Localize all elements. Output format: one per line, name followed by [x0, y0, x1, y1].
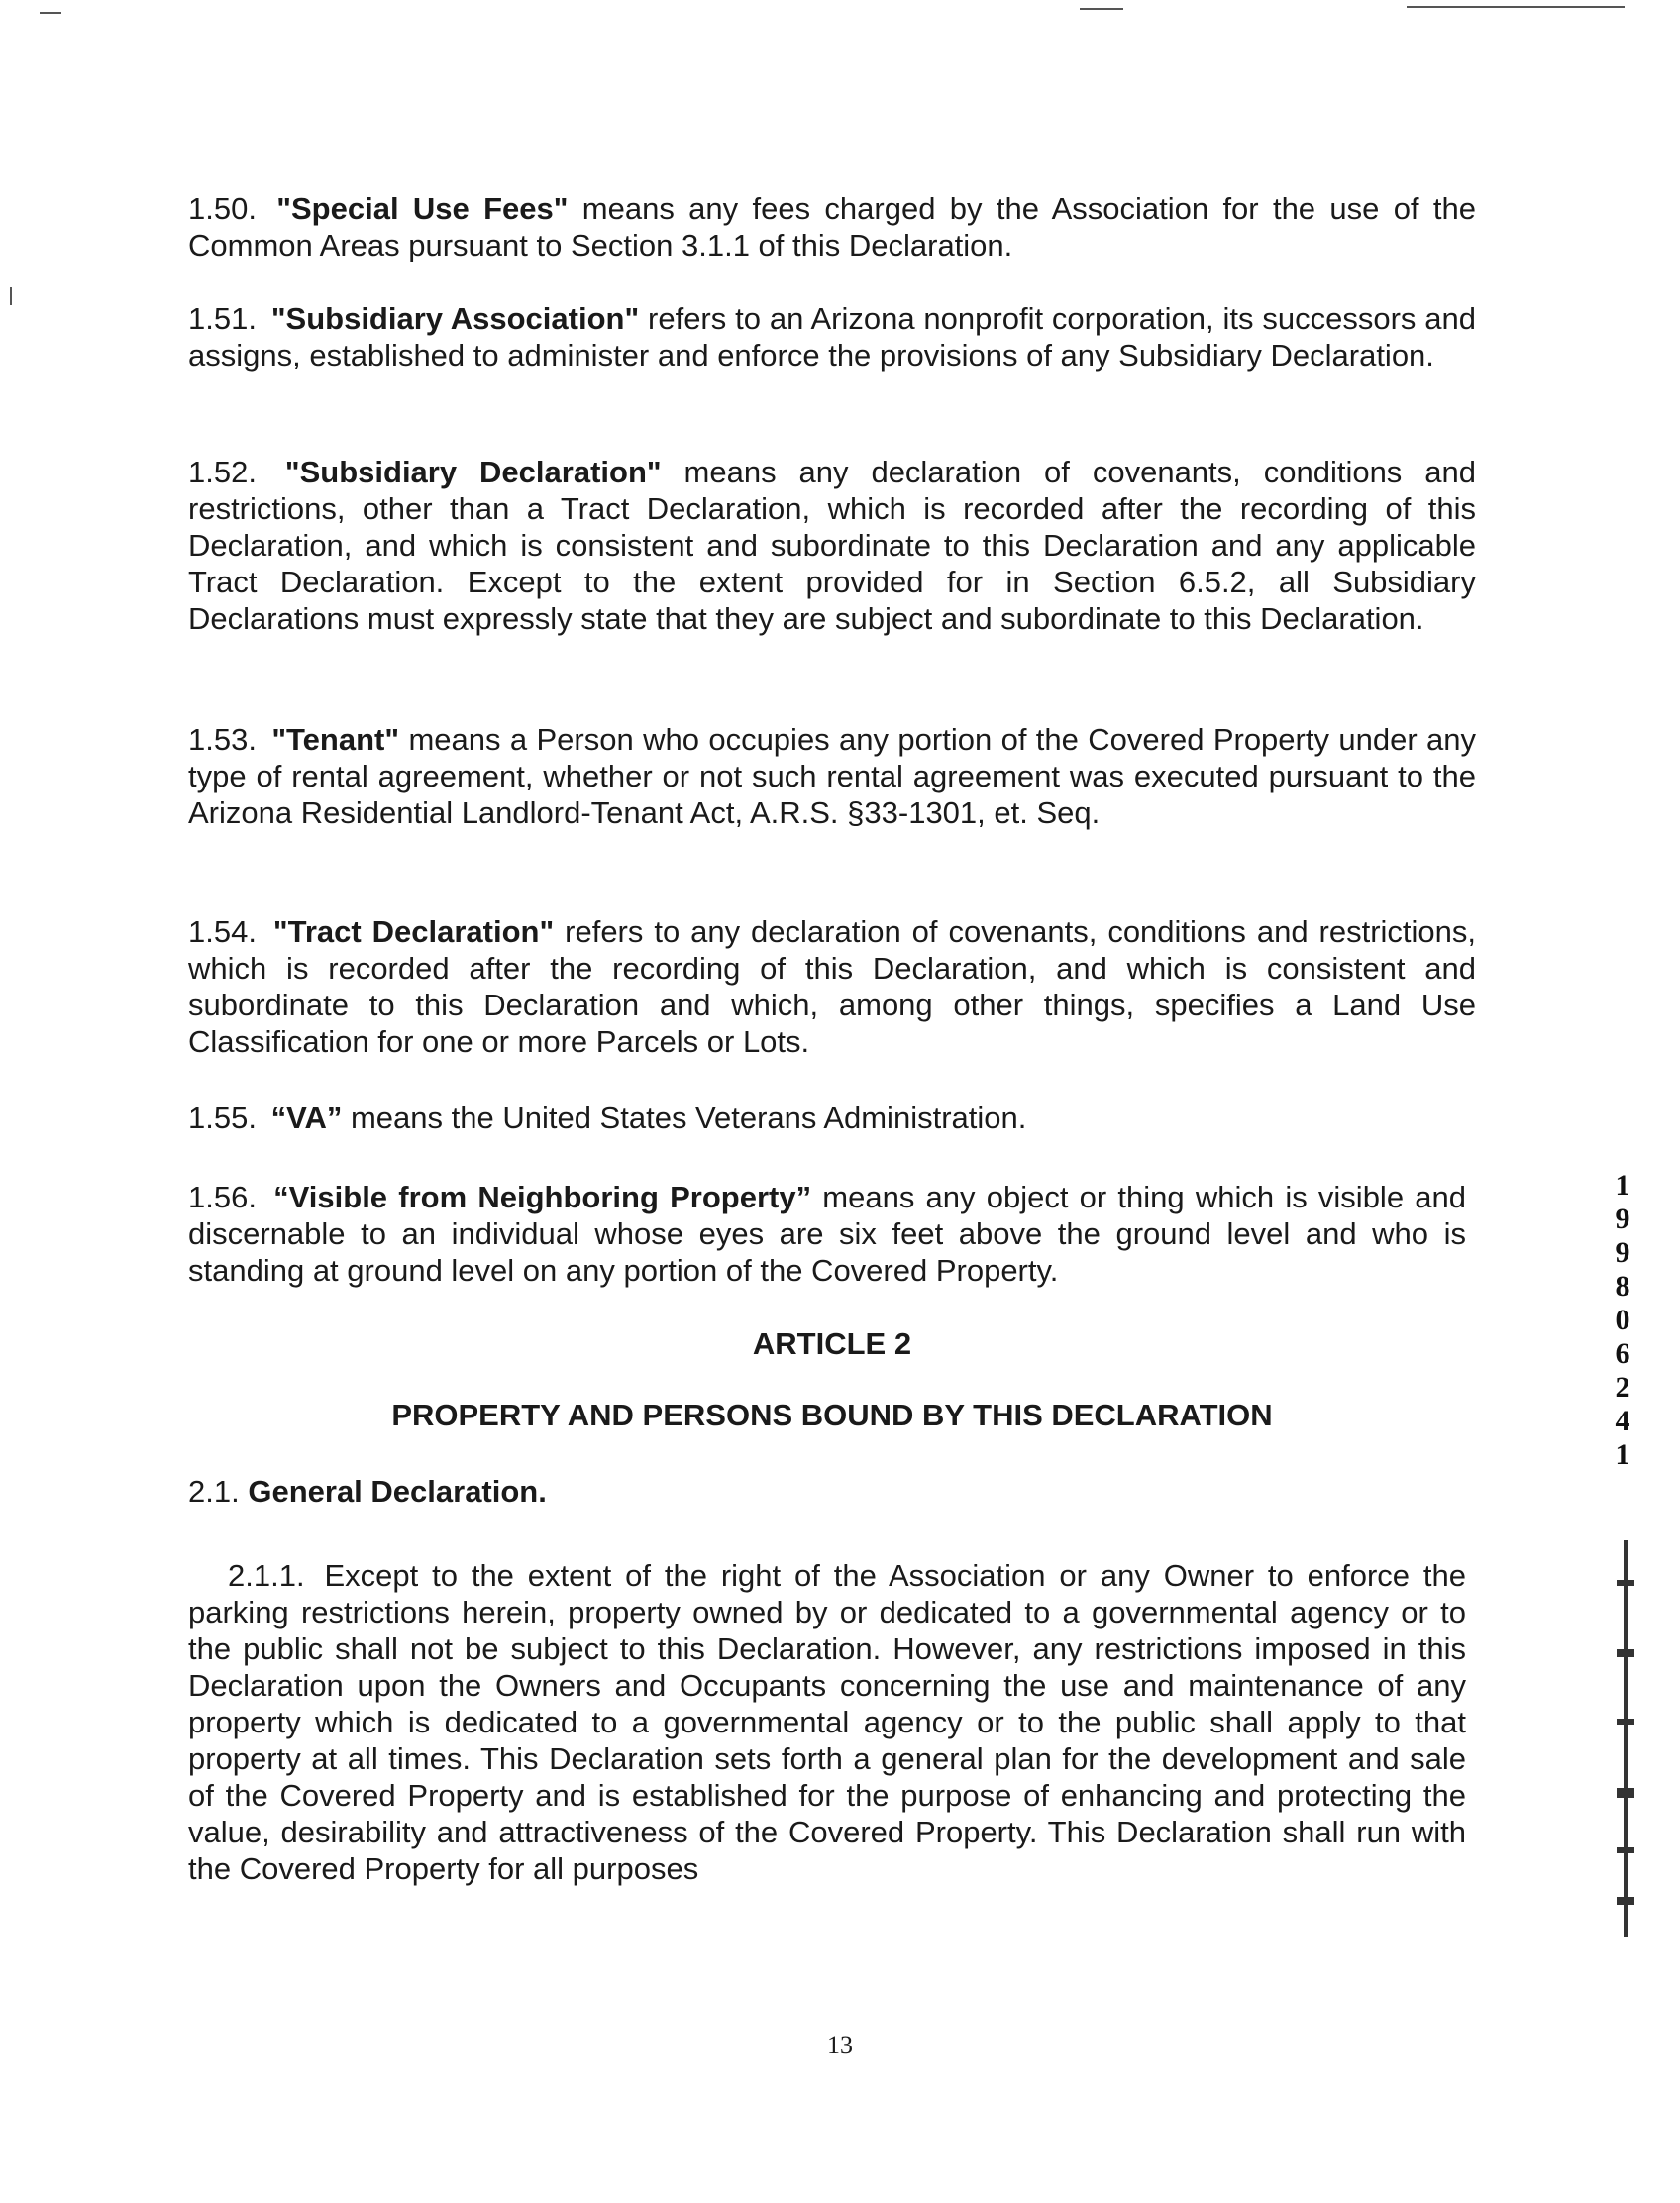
definition-number: 1.56.: [188, 1180, 257, 1214]
section-title: General Declaration.: [248, 1474, 547, 1509]
section-number: 2.1.: [188, 1474, 240, 1509]
definition-text: refers to an Arizona nonprofit corporation, its successors and assigns, established to administer and enforce the provisions of any Subsidiary Declaration.: [188, 301, 1476, 372]
barcode-tick: [1617, 1897, 1634, 1905]
definition-term: "Subsidiary Declaration": [284, 455, 662, 489]
barcode-tick: [1617, 1649, 1634, 1657]
definition-1-53: [188, 721, 1476, 831]
barcode-tick: [1617, 1847, 1634, 1853]
stamp-digit: 0: [1615, 1304, 1630, 1336]
definition-term: “Visible from Neighboring Property”: [273, 1180, 812, 1214]
scan-artifact-line: [40, 12, 61, 14]
scan-artifact-line: [10, 287, 12, 305]
stamp-digit: 2: [1615, 1371, 1630, 1404]
article-title: PROPERTY AND PERSONS BOUND BY THIS DECLARATION: [391, 1398, 1273, 1432]
scan-artifact-line: [1407, 6, 1625, 8]
definition-text: means any declaration of covenants, conditions and restrictions, other than a Tract Declaration, which is recorded after the recording of this Declaration, and which is consistent and subordinate to this Declaration and any applicable Tract Declaration. Except to the extent provided for in Section 6.5.2, all Subsidiary Declarations must expressly state that they are subject and subordinate to this Declaration.: [188, 455, 1476, 636]
definition-1-52: [188, 454, 1476, 637]
definition-term: "Tract Declaration": [272, 914, 555, 949]
barcode-tick: [1617, 1788, 1634, 1798]
definition-1-51: [188, 300, 1476, 373]
stamp-digit: 4: [1615, 1405, 1630, 1437]
definition-text: means the United States Veterans Administration.: [350, 1101, 1027, 1135]
definition-term: "Special Use Fees": [276, 191, 569, 226]
subsection-text: Except to the extent of the right of the Association or any Owner to enforce the parking restrictions herein, property owned by or dedicated to a governmental agency or to the public shall not be subject to this Declaration. However, any restrictions imposed in this Declaration upon the Owners and Occupants concerning the use and maintenance of any property which is dedicated to a governmental agency or to the public shall apply to that property at all times. This Declaration sets forth a general plan for the development and sale of the Covered Property and is established for the purpose of enhancing and protecting the value, desirability and attractiveness of the Covered Property. This Declaration shall run with the Covered Property for all purposes: [188, 1558, 1466, 1886]
definition-number: 1.52.: [188, 455, 257, 489]
definition-term: "Tenant": [271, 722, 400, 757]
definition-text: means any fees charged by the Association for the use of the Common Areas pursuant to Section 3.1.1 of this Declaration.: [188, 191, 1476, 262]
barcode-spine: [1624, 1540, 1628, 1937]
page-number: 13: [827, 2031, 853, 2059]
recording-stamp: [1605, 1169, 1640, 1472]
definition-number: 1.50.: [188, 191, 257, 226]
definition-number: 1.51.: [188, 301, 257, 336]
stamp-digit: 6: [1615, 1337, 1630, 1370]
stamp-digit: 8: [1615, 1270, 1630, 1303]
stamp-digit: 1: [1615, 1169, 1630, 1202]
barcode-tick: [1617, 1719, 1634, 1725]
subsection-2-1-1: [188, 1557, 1466, 1887]
scan-artifact-line: [1080, 8, 1123, 10]
definition-text: means a Person who occupies any portion of the Covered Property under any type of rental agreement, whether or not such rental agreement was executed pursuant to the Arizona Residential Landlord-Tenant Act, A.R.S. §33-1301, et. Seq.: [188, 722, 1476, 830]
definition-text: means any object or thing which is visible and discernable to an individual whose eyes are six feet above the ground level and who is standing at ground level on any portion of the Covered Property.: [188, 1180, 1466, 1288]
section-2-1-heading: [188, 1473, 547, 1510]
article-label: ARTICLE 2: [752, 1326, 912, 1361]
stamp-digit: 9: [1615, 1203, 1630, 1235]
stamp-digit: 1: [1615, 1438, 1630, 1471]
definition-text: refers to any declaration of covenants, conditions and restrictions, which is recorded after the recording of this Declaration, and which is consistent and subordinate to this Declaration and which, among other things, specifies a Land Use Classification for one or more Parcels or Lots.: [188, 914, 1476, 1059]
definition-number: 1.54.: [188, 914, 257, 949]
definition-number: 1.53.: [188, 722, 257, 757]
barcode-tick: [1617, 1580, 1634, 1586]
definition-1-54: [188, 913, 1476, 1060]
definition-1-50: [188, 190, 1476, 263]
definition-1-55: [188, 1100, 1476, 1136]
definition-number: 1.55.: [188, 1101, 257, 1135]
definition-term: "Subsidiary Association": [270, 301, 640, 336]
margin-barcode: [1611, 1540, 1640, 1937]
subsection-number: 2.1.1.: [228, 1558, 305, 1593]
definition-term: “VA”: [270, 1101, 343, 1135]
stamp-digit: 9: [1615, 1236, 1630, 1269]
definition-1-56: [188, 1179, 1466, 1289]
